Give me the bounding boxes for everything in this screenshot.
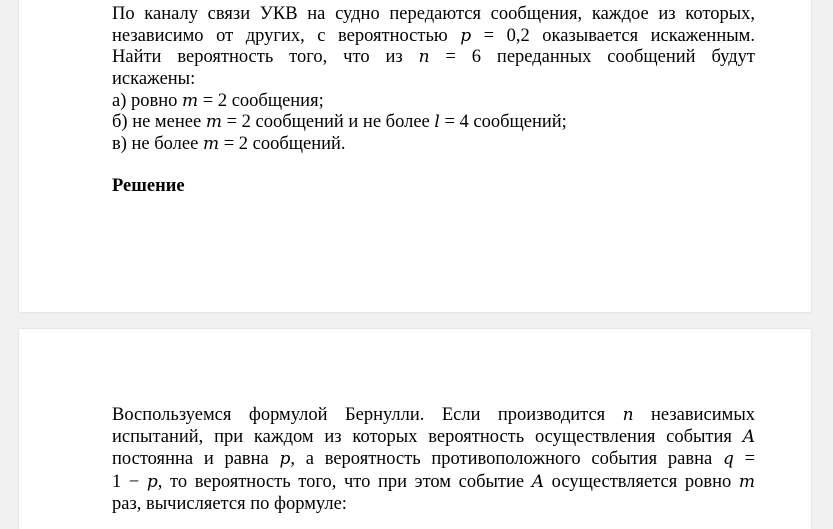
problem-statement — [112, 4, 755, 156]
solution-line-2: испытаний, при каждом из которых вероятность осуществления события A — [112, 427, 755, 448]
problem-item-b: б) не менее m = 2 сообщений и не более l = 4 сообщений; — [112, 112, 567, 133]
solution-line-4: 1 − p, то вероятность того, что при этом событие A осуществляется ровно m — [112, 471, 755, 492]
solution-line-3: постоянна и равна p, а вероятность противоположного события равна q = — [112, 449, 755, 470]
problem-line-2: независимо от других, с вероятностью p = 0,2 оказывается искаженным. — [112, 25, 755, 46]
problem-line-3: Найти вероятность того, что из n = 6 переданных сообщений будут — [112, 47, 755, 68]
solution-text — [112, 404, 755, 514]
problem-item-a: а) ровно m = 2 сообщения; — [112, 90, 324, 111]
problem-line-1: По каналу связи УКВ на судно передаются сообщения, каждое из которых, — [112, 4, 755, 24]
problem-line-4: искажены: — [112, 69, 196, 90]
solution-line-5: раз, вычисляется по формуле: — [112, 493, 347, 514]
problem-item-c: в) не более m = 2 сообщений. — [112, 134, 346, 155]
solution-line-1: Воспользуемся формулой Бернулли. Если производится n независимых — [112, 405, 755, 425]
solution-heading: Решение — [112, 176, 185, 196]
